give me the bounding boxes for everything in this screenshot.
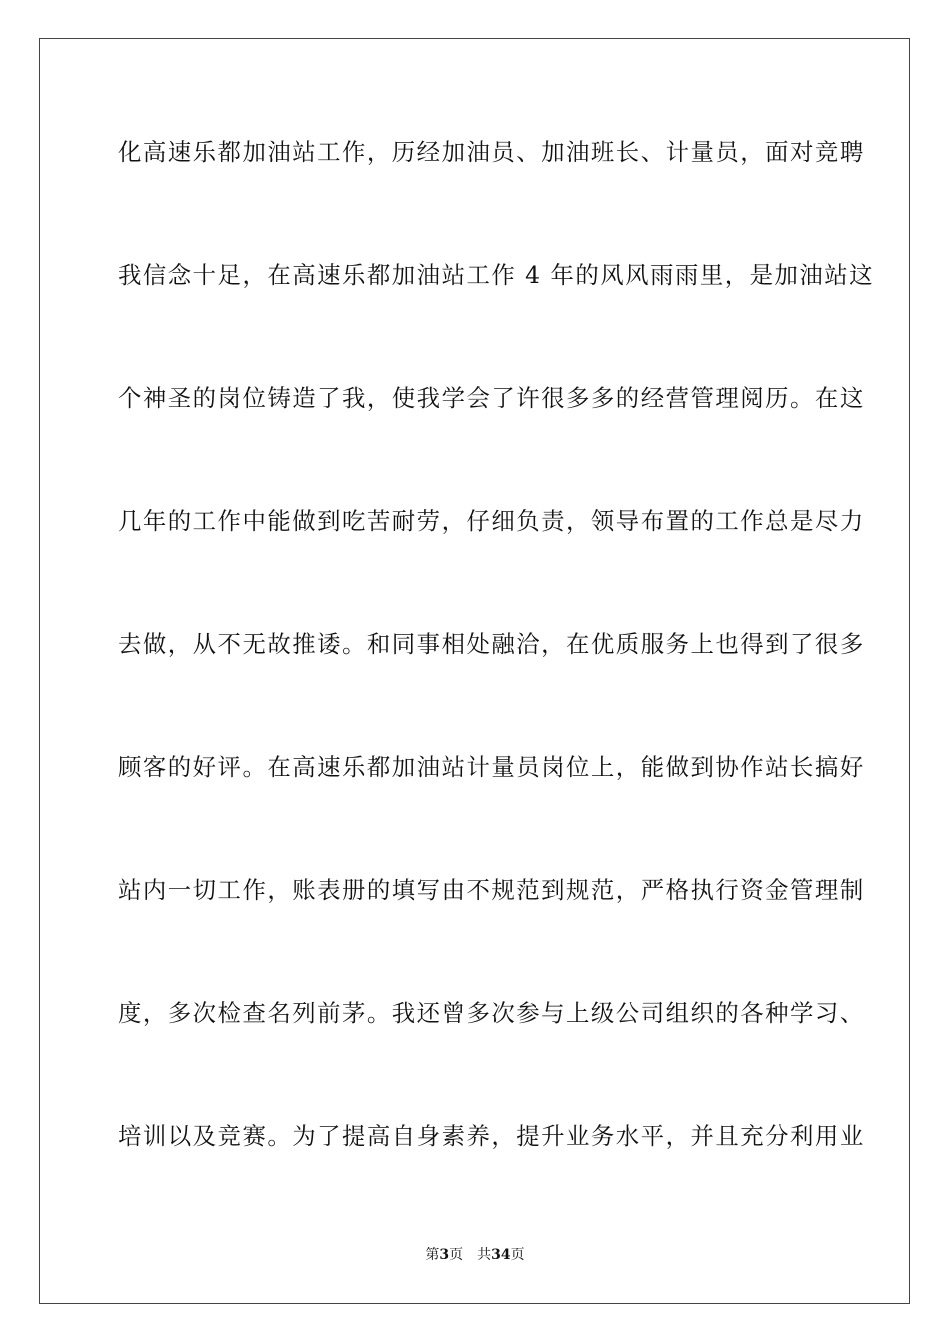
text-line: 去做，从不无故推诿。和同事相处融洽，在优质服务上也得到了很多 bbox=[118, 630, 865, 658]
text-line: 几年的工作中能做到吃苦耐劳，仔细负责，领导布置的工作总是尽力 bbox=[118, 507, 865, 535]
current-page-number: 3 bbox=[439, 1247, 450, 1263]
page-label-suffix: 页 bbox=[449, 1247, 464, 1263]
text-line: 顾客的好评。在高速乐都加油站计量员岗位上，能做到协作站长搞好 bbox=[118, 753, 865, 781]
text-line: 化高速乐都加油站工作，历经加油员、加油班长、计量员，面对竞聘 bbox=[118, 138, 865, 166]
total-label-prefix: 共 bbox=[477, 1247, 492, 1263]
text-line: 个神圣的岗位铸造了我，使我学会了许很多多的经营管理阅历。在这 bbox=[118, 384, 865, 412]
text-line: 站内一切工作，账表册的填写由不规范到规范，严格执行资金管理制 bbox=[118, 876, 865, 904]
text-line: 我信念十足，在高速乐都加油站工作 4 年的风风雨雨里，是加油站这 bbox=[118, 261, 875, 289]
text-line: 培训以及竞赛。为了提高自身素养，提升业务水平，并且充分利用业 bbox=[118, 1122, 865, 1150]
document-body bbox=[118, 118, 875, 1225]
total-label-suffix: 页 bbox=[510, 1247, 525, 1263]
page-footer bbox=[0, 1245, 950, 1265]
page-label-prefix: 第 bbox=[425, 1247, 440, 1263]
text-line: 度，多次检查名列前茅。我还曾多次参与上级公司组织的各种学习、 bbox=[118, 999, 865, 1027]
total-page-count: 34 bbox=[491, 1247, 511, 1263]
